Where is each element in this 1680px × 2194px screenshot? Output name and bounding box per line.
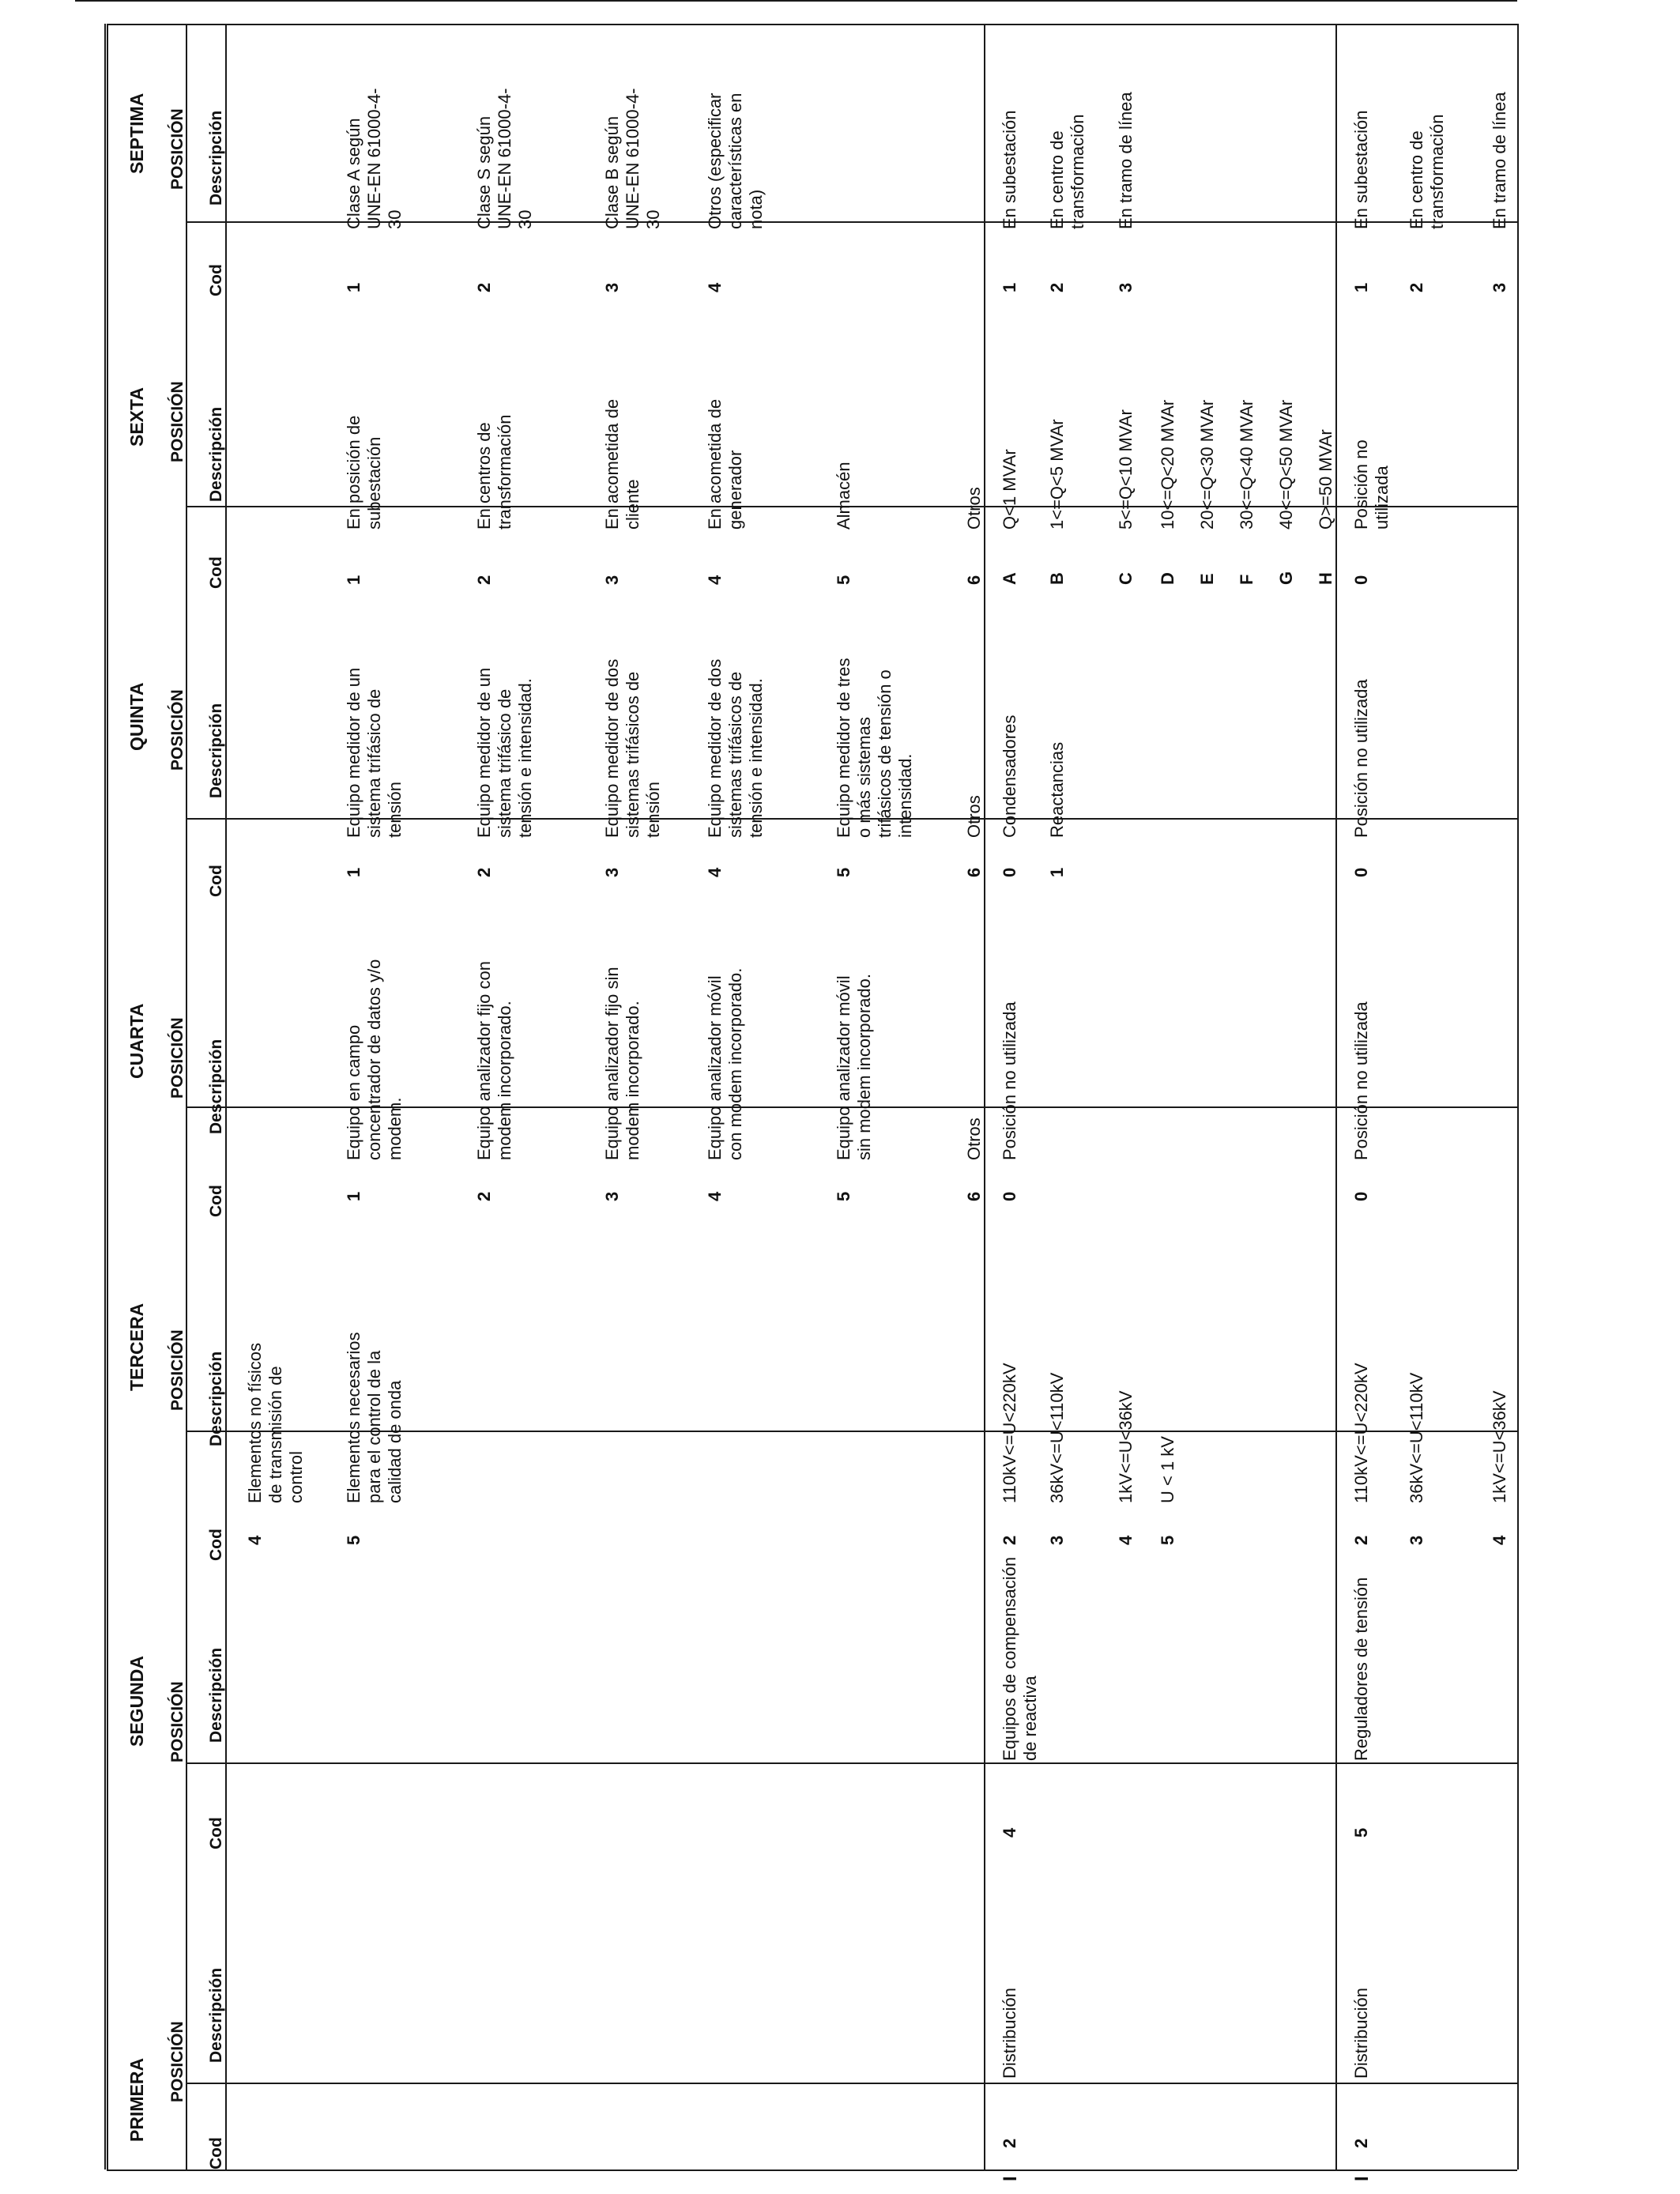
cuarta-cod: 5 — [834, 1191, 853, 1201]
sexta-desc: Q>=50 MVAr — [1316, 429, 1335, 530]
primera-cod: 2 — [1351, 2138, 1371, 2148]
sexta-desc: Q<1 MVAr — [1000, 449, 1019, 530]
sexta-cod: A — [1000, 572, 1019, 585]
septima-cod: 3 — [602, 282, 622, 292]
cod-header: Cod — [207, 556, 225, 589]
cuarta-desc: Equipo analizador fijo con modem incorporado. — [474, 961, 514, 1160]
posicion-label: POSICIÓN — [168, 1329, 186, 1411]
tercera-cod: 4 — [245, 1535, 265, 1545]
posicion-label: POSICIÓN — [168, 108, 186, 190]
cuarta-cod: 6 — [964, 1191, 984, 1201]
septima-cod: 3 — [1116, 282, 1136, 292]
grid-line — [146, 0, 1517, 2]
tercera-cod: 5 — [344, 1535, 363, 1545]
sexta-desc: En acometida de cliente — [602, 398, 642, 530]
quinta-cod: 1 — [344, 867, 363, 877]
sexta-cod: 1 — [344, 575, 363, 585]
septima-desc: Clase A según UNE-EN 61000-4-30 — [344, 88, 405, 229]
grid-line — [1517, 24, 1519, 2169]
grid-line — [107, 24, 1517, 25]
tercera-cod: 4 — [1116, 1535, 1136, 1545]
primera-cod: 2 — [1000, 2138, 1019, 2148]
cuarta-desc: Posición no utilizada — [1351, 1001, 1371, 1160]
septima-desc: Clase S según UNE-EN 61000-4-30 — [474, 88, 535, 229]
septima-desc: En subestación — [1351, 110, 1371, 229]
segunda-cod: 4 — [1000, 1827, 1019, 1838]
sexta-cod: G — [1276, 571, 1296, 585]
tercera-cod: 3 — [1407, 1535, 1426, 1545]
quinta-desc: Equipo medidor de tres o más sistemas trifásicos de tensión o intensidad. — [834, 658, 915, 838]
quinta-cod: 1 — [1047, 867, 1067, 877]
sexta-desc: 20<=Q<30 MVAr — [1197, 399, 1217, 530]
posicion-label: POSICIÓN — [168, 2021, 186, 2102]
sexta-cod: 2 — [474, 575, 494, 585]
septima-cod: 3 — [1490, 282, 1509, 292]
septima-cod: 1 — [1351, 282, 1371, 292]
tercera-cod: 5 — [1158, 1535, 1177, 1545]
sexta-cod: 6 — [964, 575, 984, 585]
tercera-cod: 2 — [1000, 1535, 1019, 1545]
posicion-label: POSICIÓN — [168, 1017, 186, 1099]
descripcion-header: Descripción — [207, 1647, 225, 1743]
septima-cod: 1 — [1000, 282, 1019, 292]
sexta-cod: D — [1158, 572, 1177, 585]
cod-header: Cod — [207, 1185, 225, 1217]
grid-line — [186, 1762, 1517, 1764]
sexta-desc: Otros — [964, 487, 984, 530]
grid-line — [107, 24, 108, 2169]
tercera-cod: 2 — [1351, 1535, 1371, 1545]
tercera-desc: U < 1 kV — [1158, 1436, 1177, 1503]
header-cuarta: CUARTA — [126, 1003, 147, 1079]
septima-cod: 2 — [1407, 282, 1426, 292]
cuarta-desc: Equipo analizador móvil con modem incorporado. — [705, 967, 745, 1160]
posicion-label: POSICIÓN — [168, 689, 186, 771]
sexta-cod: 4 — [705, 575, 725, 585]
row-group-numeral: I — [1351, 2176, 1373, 2181]
segunda-cod: 5 — [1351, 1827, 1371, 1838]
tercera-desc: 1kV<=U<36kV — [1490, 1390, 1509, 1503]
segunda-desc: Reguladores de tensión — [1351, 1577, 1371, 1761]
cuarta-desc: Equipo analizador móvil sin modem incorporado. — [834, 973, 874, 1160]
cod-header: Cod — [207, 865, 225, 897]
septima-cod: 2 — [474, 282, 494, 292]
descripcion-header: Descripción — [207, 110, 225, 205]
descripcion-header: Descripción — [207, 406, 225, 502]
quinta-desc: Equipo medidor de un sistema trifásico de tensión — [344, 667, 405, 838]
cuarta-desc: Equipo analizador fijo sin modem incorporado. — [602, 967, 642, 1160]
sexta-desc: 1<=Q<5 MVAr — [1047, 419, 1067, 530]
sexta-cod: 5 — [834, 575, 853, 585]
segunda-desc: Equipos de compensación de reactiva — [1000, 1556, 1040, 1761]
cuarta-desc: Otros — [964, 1118, 984, 1160]
sexta-desc: En centros de transformación — [474, 414, 514, 530]
cuarta-cod: 2 — [474, 1191, 494, 1201]
posicion-label: POSICIÓN — [168, 381, 186, 462]
tercera-cod: 3 — [1047, 1535, 1067, 1545]
tercera-desc: Elementos no físicos de transmisión de control — [245, 1343, 306, 1503]
header-segunda: SEGUNDA — [126, 1655, 147, 1747]
septima-desc: En centro de transformación — [1047, 114, 1087, 229]
septima-cod: 1 — [344, 282, 363, 292]
sexta-cod: E — [1197, 573, 1217, 585]
tercera-cod: 4 — [1490, 1535, 1509, 1545]
tercera-desc: 110kV<=U<220kV — [1351, 1363, 1371, 1503]
sexta-desc: 40<=Q<50 MVAr — [1276, 399, 1296, 530]
sexta-cod: F — [1237, 574, 1256, 585]
septima-desc: Clase B según UNE-EN 61000-4-30 — [602, 88, 663, 229]
cod-header: Cod — [207, 1529, 225, 1561]
quinta-desc: Posición no utilizada — [1351, 679, 1371, 838]
quinta-cod: 4 — [705, 867, 725, 877]
primera-desc: Distribución — [1000, 1988, 1019, 2079]
cuarta-cod: 0 — [1351, 1191, 1371, 1201]
primera-desc: Distribución — [1351, 1988, 1371, 2079]
cod-header: Cod — [207, 264, 225, 296]
sexta-cod: B — [1047, 572, 1067, 585]
sexta-desc: 10<=Q<20 MVAr — [1158, 399, 1177, 530]
descripcion-header: Descripción — [207, 1967, 225, 2063]
sexta-cod: 0 — [1351, 575, 1371, 585]
quinta-desc: Otros — [964, 795, 984, 838]
posicion-label: POSICIÓN — [168, 1681, 186, 1762]
header-primera: PRIMERA — [126, 2057, 147, 2142]
cuarta-cod: 3 — [602, 1191, 622, 1201]
cuarta-desc: Posición no utilizada — [1000, 1001, 1019, 1160]
septima-desc: En tramo de línea — [1116, 92, 1136, 229]
quinta-desc: Condensadores — [1000, 714, 1019, 838]
sexta-desc: 30<=Q<40 MVAr — [1237, 399, 1256, 530]
cod-header: Cod — [207, 2137, 225, 2169]
quinta-cod: 6 — [964, 867, 984, 877]
header-quinta: QUINTA — [126, 682, 147, 751]
sexta-desc: En posición de subestación — [344, 415, 384, 530]
septima-desc: Otros (especificar características en nota) — [705, 92, 766, 229]
sexta-cod: 3 — [602, 575, 622, 585]
septima-cod: 4 — [705, 282, 725, 292]
quinta-cod: 3 — [602, 867, 622, 877]
descripcion-header: Descripción — [207, 1039, 225, 1134]
header-sexta: SEXTA — [126, 387, 147, 447]
tercera-desc: Elementos necesarios para el control de la calidad de onda — [344, 1332, 405, 1503]
grid-line — [107, 2169, 1517, 2171]
sexta-desc: Almacén — [834, 462, 853, 530]
grid-line — [104, 24, 106, 2169]
sexta-cod: C — [1116, 572, 1136, 585]
quinta-desc: Reactancias — [1047, 741, 1067, 838]
quinta-cod: 0 — [1351, 867, 1371, 877]
row-group-numeral: I — [1000, 2176, 1021, 2181]
septima-desc: En tramo de línea — [1490, 92, 1509, 229]
septima-desc: En subestación — [1000, 110, 1019, 229]
descripcion-header: Descripción — [207, 1351, 225, 1446]
grid-line — [186, 2083, 1517, 2084]
quinta-desc: Equipo medidor de dos sistemas trifásicos de tensión e intensidad. — [705, 658, 766, 838]
sexta-desc: En acometida de generador — [705, 398, 745, 530]
tercera-desc: 36kV<=U<110kV — [1047, 1372, 1067, 1503]
quinta-cod: 5 — [834, 867, 853, 877]
cod-header: Cod — [207, 1817, 225, 1849]
cuarta-cod: 4 — [705, 1191, 725, 1201]
header-septima: SEPTIMA — [126, 92, 147, 174]
tercera-desc: 110kV<=U<220kV — [1000, 1363, 1019, 1503]
quinta-cod: 0 — [1000, 867, 1019, 877]
cuarta-cod: 0 — [1000, 1191, 1019, 1201]
quinta-desc: Equipo medidor de dos sistemas trifásicos de tensión — [602, 658, 663, 838]
descripcion-header: Descripción — [207, 703, 225, 798]
tercera-desc: 36kV<=U<110kV — [1407, 1372, 1426, 1503]
sexta-desc: Posición no utilizada — [1351, 439, 1392, 530]
cuarta-desc: Equipo en campo concentrador de datos y/o modem. — [344, 959, 405, 1160]
tercera-desc: 1kV<=U<36kV — [1116, 1390, 1136, 1503]
quinta-desc: Equipo medidor de un sistema trifásico de tensión e intensidad. — [474, 667, 535, 838]
quinta-cod: 2 — [474, 867, 494, 877]
sexta-desc: 5<=Q<10 MVAr — [1116, 409, 1136, 530]
septima-cod: 2 — [1047, 282, 1067, 292]
sexta-cod: H — [1316, 572, 1335, 585]
cuarta-cod: 1 — [344, 1191, 363, 1201]
septima-desc: En centro de transformación — [1407, 114, 1447, 229]
grid-line — [1335, 24, 1337, 2169]
header-tercera: TERCERA — [126, 1302, 147, 1391]
